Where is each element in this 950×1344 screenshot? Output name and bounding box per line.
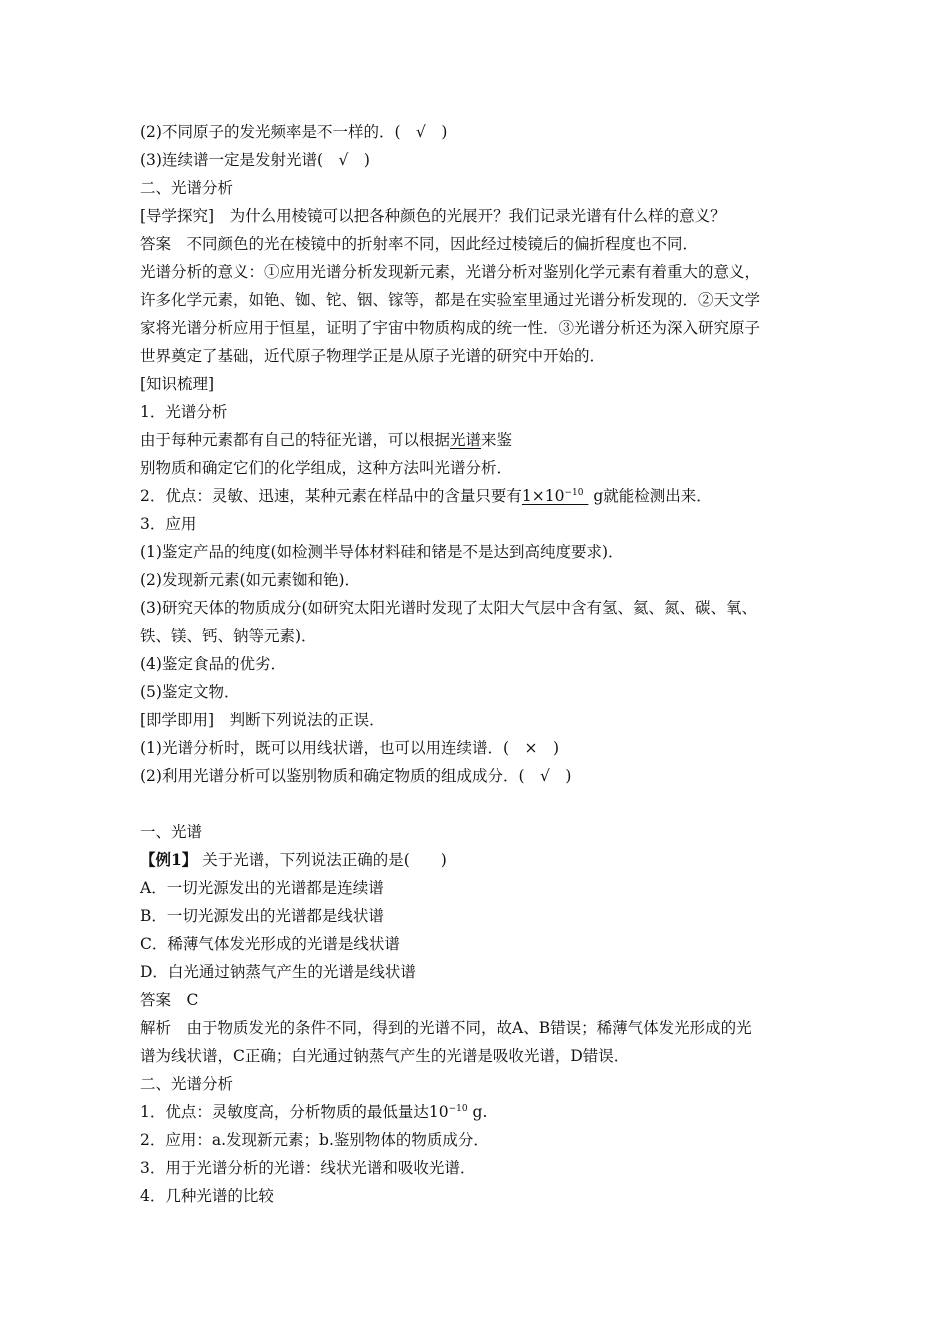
item2-text: g就能检测出来． bbox=[593, 487, 712, 505]
item2-line bbox=[140, 482, 820, 510]
paragraph-line: 世界奠定了基础，近代原子物理学正是从原子光谱的研究中开始的． bbox=[140, 347, 606, 365]
text-line: 3．应用 bbox=[140, 515, 197, 533]
document-page bbox=[140, 118, 820, 1210]
guided-inquiry: [导学探究] 为什么用棱镜可以把各种颜色的光展开？我们记录光谱有什么样的意义？ bbox=[140, 207, 726, 225]
text-line: (5)鉴定文物． bbox=[140, 683, 240, 701]
exponent: −10 bbox=[564, 488, 584, 498]
section-heading: 二、光谱分析 bbox=[140, 179, 234, 197]
summary-line: 3．用于光谱分析的光谱：线状光谱和吸收光谱． bbox=[140, 1159, 476, 1177]
knowledge-title: [知识梳理] bbox=[140, 375, 215, 393]
option-b: B．一切光源发出的光谱都是线状谱 bbox=[140, 907, 384, 925]
item1-line1 bbox=[140, 426, 820, 454]
example-tag: 【例1】 bbox=[140, 850, 198, 869]
summary-text: 1．优点：灵敏度高，分析物质的最低量达10 bbox=[140, 1103, 449, 1121]
text-line: [即学即用] 判断下列说法的正误． bbox=[140, 711, 385, 729]
section-heading: 二、光谱分析 bbox=[140, 1075, 234, 1093]
summary-line: 2．应用：a.发现新元素；b.鉴别物体的物质成分． bbox=[140, 1131, 489, 1149]
text-line: (3)连续谱一定是发射光谱( √ ) bbox=[140, 151, 370, 169]
option-d: D．白光通过钠蒸气产生的光谱是线状谱 bbox=[140, 963, 416, 981]
option-c: C．稀薄气体发光形成的光谱是线状谱 bbox=[140, 935, 400, 953]
analysis-line: 解析 由于物质发光的条件不同，得到的光谱不同，故A、B错误；稀薄气体发光形成的光 bbox=[140, 1019, 752, 1037]
analysis-line: 谱为线状谱，C正确；白光通过钠蒸气产生的光谱是吸收光谱，D错误． bbox=[140, 1047, 630, 1065]
item1-text: 由于每种元素都有自己的特征光谱，可以根据 bbox=[140, 431, 451, 449]
option-a: A．一切光源发出的光谱都是连续谱 bbox=[140, 879, 384, 897]
answer-line: 答案 C bbox=[140, 991, 199, 1009]
blank-answer bbox=[522, 487, 589, 505]
text-line: 铁、镁、钙、钠等元素)． bbox=[140, 627, 317, 645]
summary-line: 4．几种光谱的比较 bbox=[140, 1187, 274, 1205]
section-heading: 一、光谱 bbox=[140, 823, 203, 841]
blank-answer: 光谱 bbox=[450, 431, 482, 449]
text-line: (1)鉴定产品的纯度(如检测半导体材料硅和锗是不是达到高纯度要求)． bbox=[140, 543, 624, 561]
answer-line: 答案 不同颜色的光在棱镜中的折射率不同，因此经过棱镜后的偏折程度也不同． bbox=[140, 235, 699, 253]
question-text: 关于光谱，下列说法正确的是( ) bbox=[202, 851, 447, 869]
text-line: (2)发现新元素(如元素铷和铯)． bbox=[140, 571, 361, 589]
text-line: (2)不同原子的发光频率是不一样的．( √ ) bbox=[140, 123, 448, 141]
blank-base: 1×10 bbox=[521, 487, 565, 505]
item1-line2: 别物质和确定它们的化学组成，这种方法叫光谱分析． bbox=[140, 459, 513, 477]
example-question bbox=[140, 846, 820, 874]
text-line: (3)研究天体的物质成分(如研究太阳光谱时发现了太阳大气层中含有氢、氦、氮、碳、氧、 bbox=[140, 599, 758, 617]
exponent: −10 bbox=[448, 1104, 468, 1114]
text-line: (4)鉴定食品的优劣． bbox=[140, 655, 286, 673]
item2-text: 2．优点：灵敏、迅速，某种元素在样品中的含量只要有 bbox=[140, 487, 522, 505]
paragraph-line: 光谱分析的意义：①应用光谱分析发现新元素，光谱分析对鉴别化学元素有着重大的意义， bbox=[140, 263, 761, 281]
text-line: (2)利用光谱分析可以鉴别物质和确定物质的组成成分．( √ ) bbox=[140, 767, 572, 785]
paragraph-line: 家将光谱分析应用于恒星，证明了宇宙中物质构成的统一性．③光谱分析还为深入研究原子 bbox=[140, 319, 761, 337]
paragraph-line: 许多化学元素，如铯、铷、铊、铟、镓等，都是在实验室里通过光谱分析发现的．②天文学 bbox=[140, 291, 761, 309]
item-title: 1．光谱分析 bbox=[140, 403, 228, 421]
item1-text: 来鉴 bbox=[481, 431, 513, 449]
summary-text: g. bbox=[472, 1103, 488, 1121]
summary-line bbox=[140, 1098, 820, 1126]
text-line: (1)光谱分析时，既可以用线状谱，也可以用连续谱．( × ) bbox=[140, 739, 560, 757]
spacer bbox=[140, 790, 820, 818]
